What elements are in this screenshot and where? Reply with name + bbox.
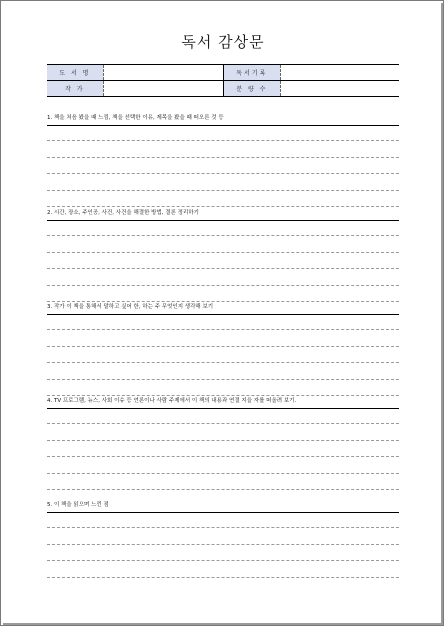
- question-rule: [47, 314, 399, 315]
- answer-line[interactable]: [47, 206, 399, 207]
- question-section-1: [47, 114, 399, 207]
- info-row-title: [47, 65, 399, 81]
- answer-line[interactable]: [47, 489, 399, 490]
- question-section-5: [47, 501, 399, 578]
- page-shadow-right: [441, 3, 443, 625]
- author-label: 작 가: [47, 81, 103, 97]
- answer-line[interactable]: [47, 527, 399, 528]
- answer-line[interactable]: [47, 395, 399, 396]
- answer-line[interactable]: [47, 456, 399, 457]
- answer-line[interactable]: [47, 379, 399, 380]
- answer-line[interactable]: [47, 285, 399, 286]
- question-prompt: 4. TV 프로그램, 뉴스, 사회 이슈 등 언론이나 사람 주제에서 이 책의 내용과 연결 지을 자를 떠올려 보기.: [47, 398, 297, 404]
- answer-line[interactable]: [47, 235, 399, 236]
- answer-line[interactable]: [47, 301, 399, 302]
- answer-line[interactable]: [47, 252, 399, 253]
- page-count-field[interactable]: [280, 81, 399, 97]
- question-prompt: 1. 책을 처음 봤을 때 느낌, 책을 선택한 이유, 제목을 봤을 때 떠오른 것 등: [47, 115, 224, 121]
- answer-lines[interactable]: [47, 235, 399, 302]
- question-rule: [47, 408, 399, 409]
- book-title-field[interactable]: [103, 65, 223, 81]
- answer-line[interactable]: [47, 329, 399, 330]
- page-count-label: 분 량 수: [223, 81, 280, 97]
- book-info-table: [47, 64, 399, 97]
- answer-lines[interactable]: [47, 140, 399, 207]
- answer-line[interactable]: [47, 157, 399, 158]
- question-rule: [47, 125, 399, 126]
- question-rule: [47, 512, 399, 513]
- answer-lines[interactable]: [47, 423, 399, 490]
- answer-line[interactable]: [47, 423, 399, 424]
- answer-line[interactable]: [47, 346, 399, 347]
- book-title-label: 도 서 명: [47, 65, 103, 81]
- question-section-4: [47, 397, 399, 490]
- question-prompt: 2. 시간, 장소, 주인공, 사건, 사건을 해결한 방법, 결론 정리하기: [47, 210, 199, 216]
- answer-lines[interactable]: [47, 329, 399, 396]
- page-shadow-bottom: [3, 623, 443, 625]
- answer-line[interactable]: [47, 440, 399, 441]
- answer-line[interactable]: [47, 560, 399, 561]
- question-section-3: [47, 303, 399, 396]
- info-row-author: [47, 81, 399, 97]
- question-prompt: 5. 이 책을 읽으며 느낀 점: [47, 502, 109, 508]
- answer-line[interactable]: [47, 140, 399, 141]
- answer-line[interactable]: [47, 268, 399, 269]
- question-rule: [47, 220, 399, 221]
- answer-line[interactable]: [47, 190, 399, 191]
- answer-line[interactable]: [47, 473, 399, 474]
- author-field[interactable]: [103, 81, 223, 97]
- answer-line[interactable]: [47, 577, 399, 578]
- page-title: 독서 감상문: [181, 33, 265, 51]
- answer-line[interactable]: [47, 173, 399, 174]
- answer-line[interactable]: [47, 362, 399, 363]
- answer-line[interactable]: [47, 544, 399, 545]
- question-prompt: 3. 작가 이 책을 통해서 말하고 싶어 한, 하는 주 무엇인지 생각해 보기: [47, 304, 214, 310]
- reading-record-label: 독서기록: [223, 65, 280, 81]
- answer-lines[interactable]: [47, 527, 399, 578]
- reading-record-field[interactable]: [280, 65, 399, 81]
- question-section-2: [47, 209, 399, 302]
